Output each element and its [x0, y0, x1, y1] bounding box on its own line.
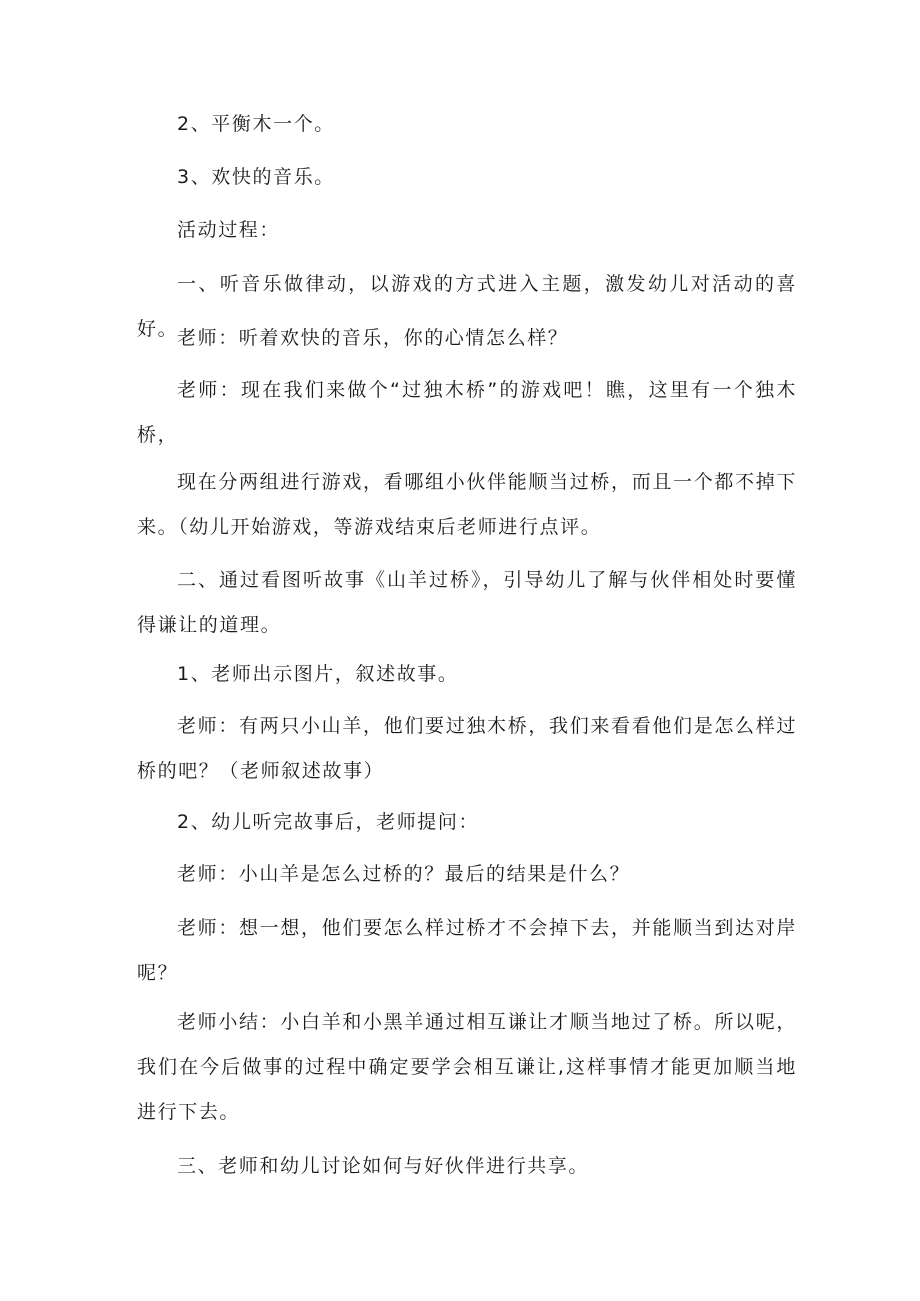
paragraph-teacher-question-1: 老师：听着欢快的音乐，你的心情怎么样？: [177, 327, 569, 349]
paragraph-step-2-2: 2、幼儿听完故事后，老师提问：: [177, 811, 480, 833]
paragraph-game-groups: 现在分两组进行游戏，看哪组小伙伴能顺当过桥，而且一个都不掉下来。（幼儿开始游戏，等游戏结束后老师进行点评。: [137, 471, 797, 538]
paragraph-materials-2: 2、平衡木一个。: [177, 113, 335, 135]
paragraph-teacher-story: 老师：有两只小山羊，他们要过独木桥，我们来看看他们是怎么样过桥的吧？（老师叙述故事）: [137, 715, 797, 782]
paragraph-teacher-summary: 老师小结：小白羊和小黑羊通过相互谦让才顺当地过了桥。所以呢，我们在今后做事的过程中确定要学会相互谦让,这样事情才能更加顺当地进行下去。: [137, 1011, 797, 1123]
paragraph-step-1: 一、听音乐做律动，以游戏的方式进入主题，激发幼儿对活动的喜好。: [137, 273, 797, 340]
paragraph-materials-3: 3、欢快的音乐。: [177, 166, 335, 188]
paragraph-step-2-1: 1、老师出示图片，叙述故事。: [177, 663, 459, 685]
paragraph-teacher-question-3: 老师：想一想，他们要怎么样过桥才不会掉下去，并能顺当到达对岸呢？: [137, 917, 797, 984]
paragraph-process-heading: 活动过程：: [177, 219, 281, 241]
paragraph-teacher-game-intro: 老师：现在我们来做个“过独木桥”的游戏吧！瞧，这里有一个独木桥，: [137, 379, 797, 446]
paragraph-step-2: 二、通过看图听故事《山羊过桥》，引导幼儿了解与伙伴相处时要懂得谦让的道理。: [137, 569, 797, 636]
paragraph-step-3: 三、老师和幼儿讨论如何与好伙伴进行共享。: [177, 1155, 590, 1177]
paragraph-teacher-question-2: 老师：小山羊是怎么过桥的？最后的结果是什么？: [177, 863, 631, 885]
